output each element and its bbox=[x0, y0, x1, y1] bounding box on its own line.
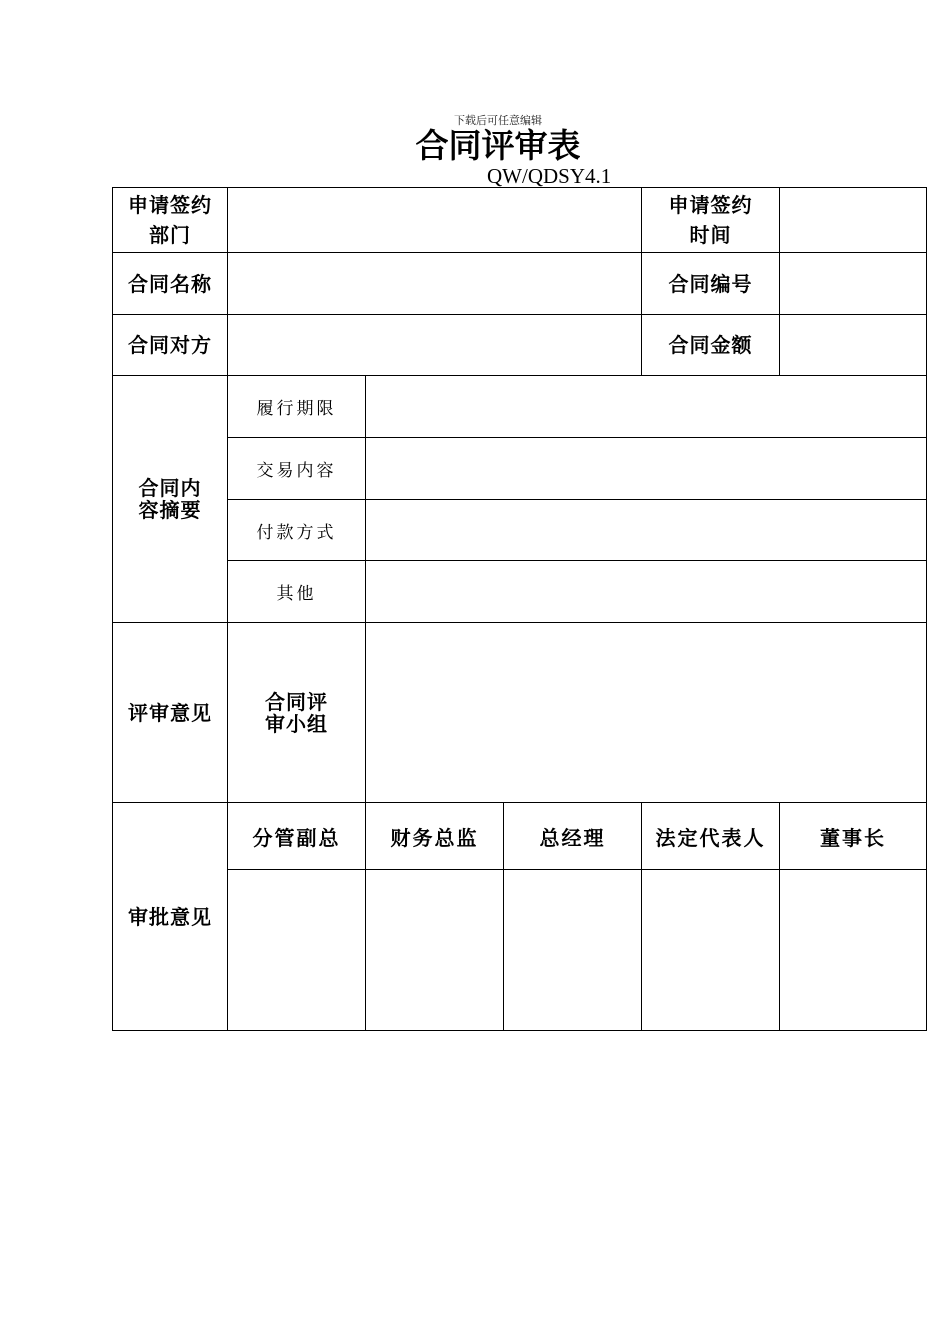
summary-item-field[interactable] bbox=[366, 500, 927, 561]
approval-signature-field[interactable] bbox=[228, 870, 366, 1031]
approval-signature-field[interactable] bbox=[642, 870, 780, 1031]
counterparty-field[interactable] bbox=[228, 315, 642, 376]
approval-label: 审批意见 bbox=[113, 803, 228, 1031]
apply-dept-label-line2: 部门 bbox=[149, 223, 191, 247]
approval-column-header: 分管副总 bbox=[228, 803, 366, 870]
summary-item-label: 交易内容 bbox=[228, 438, 366, 500]
row-approval-signatures bbox=[113, 870, 927, 1031]
review-label: 评审意见 bbox=[113, 623, 228, 803]
summary-item-label: 履行期限 bbox=[228, 376, 366, 438]
summary-item-field[interactable] bbox=[366, 561, 927, 623]
apply-time-label-line1: 申请签约 bbox=[668, 193, 753, 217]
contract-no-label: 合同编号 bbox=[642, 253, 780, 315]
summary-label-line1: 合同内 bbox=[138, 476, 202, 500]
row-apply bbox=[113, 188, 927, 253]
approval-signature-field[interactable] bbox=[504, 870, 642, 1031]
row-counterparty bbox=[113, 315, 927, 376]
apply-dept-field[interactable] bbox=[228, 188, 642, 253]
review-group-label bbox=[228, 623, 366, 803]
summary-label-line2: 容摘要 bbox=[138, 498, 202, 522]
contract-name-label: 合同名称 bbox=[113, 253, 228, 315]
document-code: QW/QDSY4.1 bbox=[487, 164, 612, 188]
contract-name-field[interactable] bbox=[228, 253, 642, 315]
apply-dept-label bbox=[113, 188, 228, 253]
amount-label: 合同金额 bbox=[642, 315, 780, 376]
row-summary-other bbox=[113, 561, 927, 623]
counterparty-label: 合同对方 bbox=[113, 315, 228, 376]
approval-column-header: 总经理 bbox=[504, 803, 642, 870]
review-group-line2: 审小组 bbox=[265, 711, 328, 736]
summary-item-label: 付款方式 bbox=[228, 500, 366, 561]
approval-column-header: 董事长 bbox=[780, 803, 927, 870]
approval-column-header: 法定代表人 bbox=[642, 803, 780, 870]
contract-review-form bbox=[112, 187, 927, 1031]
row-review bbox=[113, 623, 927, 803]
apply-time-label-line2: 时间 bbox=[689, 223, 732, 247]
row-summary-payment bbox=[113, 500, 927, 561]
row-summary-term bbox=[113, 376, 927, 438]
approval-column-header: 财务总监 bbox=[366, 803, 504, 870]
amount-field[interactable] bbox=[780, 315, 927, 376]
contract-no-field[interactable] bbox=[780, 253, 927, 315]
summary-item-field[interactable] bbox=[366, 438, 927, 500]
approval-signature-field[interactable] bbox=[780, 870, 927, 1031]
apply-time-field[interactable] bbox=[780, 188, 927, 253]
approval-signature-field[interactable] bbox=[366, 870, 504, 1031]
review-opinion-field[interactable] bbox=[366, 623, 927, 803]
row-approval-header bbox=[113, 803, 927, 870]
row-contract-name bbox=[113, 253, 927, 315]
summary-item-field[interactable] bbox=[366, 376, 927, 438]
page-title: 合同评审表 bbox=[415, 126, 581, 165]
summary-label bbox=[113, 376, 228, 623]
apply-dept-label-line1: 申请签约 bbox=[128, 193, 212, 217]
summary-item-label: 其他 bbox=[228, 561, 366, 623]
review-group-line1: 合同评 bbox=[265, 689, 328, 714]
apply-time-label bbox=[642, 188, 780, 253]
watermark-text: 下载后可任意编辑 bbox=[454, 114, 542, 127]
row-summary-content bbox=[113, 438, 927, 500]
